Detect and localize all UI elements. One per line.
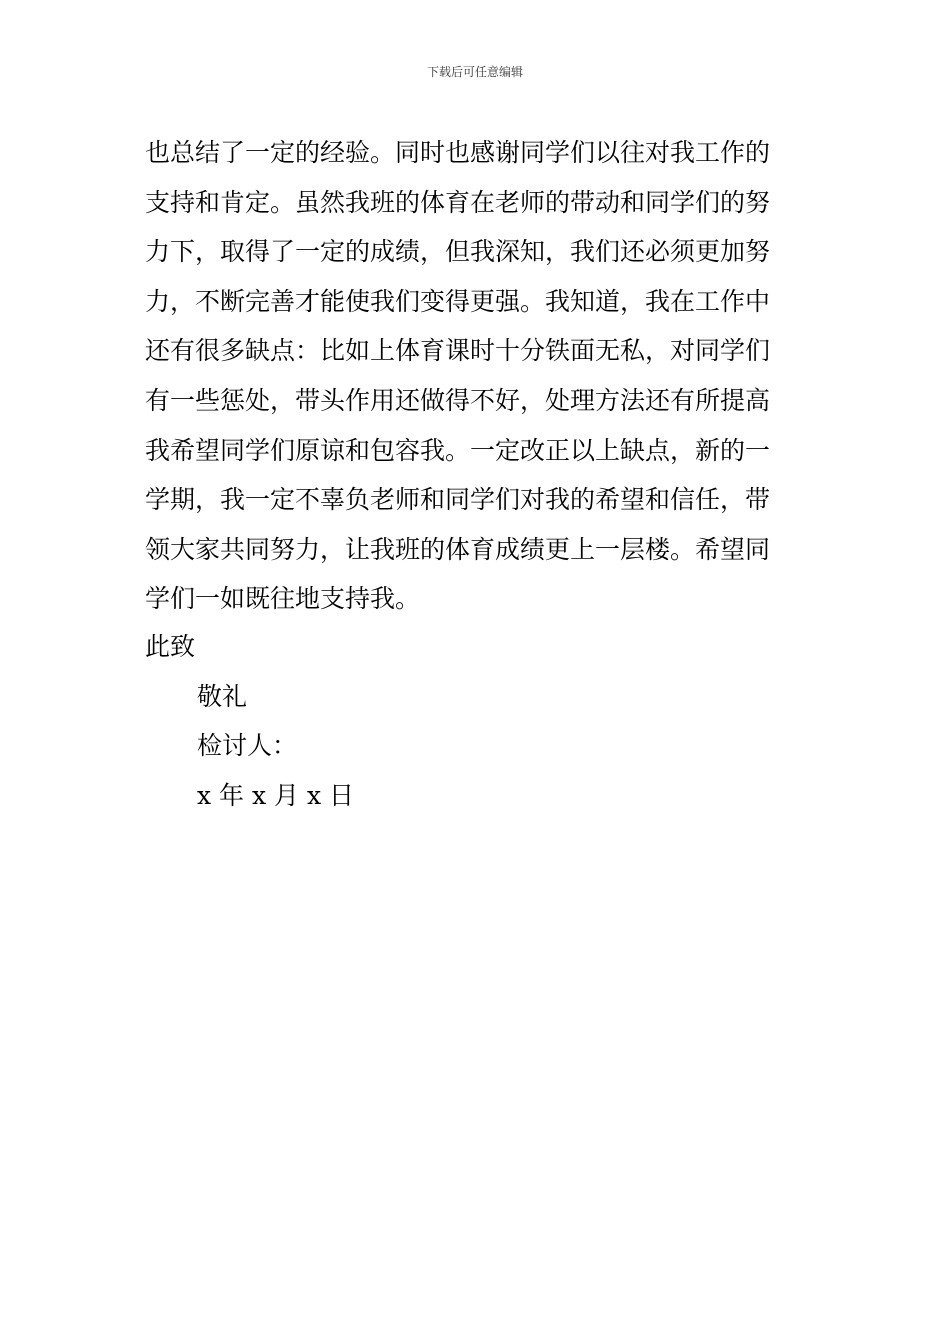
body-line: 力下，取得了一定的成绩，但我深知，我们还必须更加努 [145, 237, 771, 267]
signature-date: x 年 x 月 x 日 [197, 780, 355, 810]
closing-regards: 敬礼 [197, 681, 248, 711]
body-line: 我希望同学们原谅和包容我。一定改正以上缺点，新的一 [145, 435, 771, 465]
body-line: 学期，我一定不辜负老师和同学们对我的希望和信任，带 [145, 485, 771, 515]
body-line: 也总结了一定的经验。同时也感谢同学们以往对我工作的 [145, 138, 771, 167]
body-line: 有一些惩处，带头作用还做得不好，处理方法还有所提高 [145, 385, 771, 415]
letter-body [145, 128, 807, 624]
signer-label: 检讨人： [197, 731, 298, 761]
body-line: 学们一如既往地支持我。 [145, 584, 421, 614]
letter-closing [145, 622, 807, 820]
page-header: 下载后可任意编辑 [426, 65, 523, 79]
body-line: 还有很多缺点：比如上体育课时十分铁面无私，对同学们 [145, 336, 771, 366]
body-line: 力，不断完善才能使我们变得更强。我知道，我在工作中 [145, 286, 771, 316]
body-line: 支持和肯定。虽然我班的体育在老师的带动和同学们的努 [145, 187, 771, 217]
closing-salutation: 此致 [145, 632, 196, 661]
body-line: 领大家共同努力，让我班的体育成绩更上一层楼。希望同 [145, 534, 771, 564]
